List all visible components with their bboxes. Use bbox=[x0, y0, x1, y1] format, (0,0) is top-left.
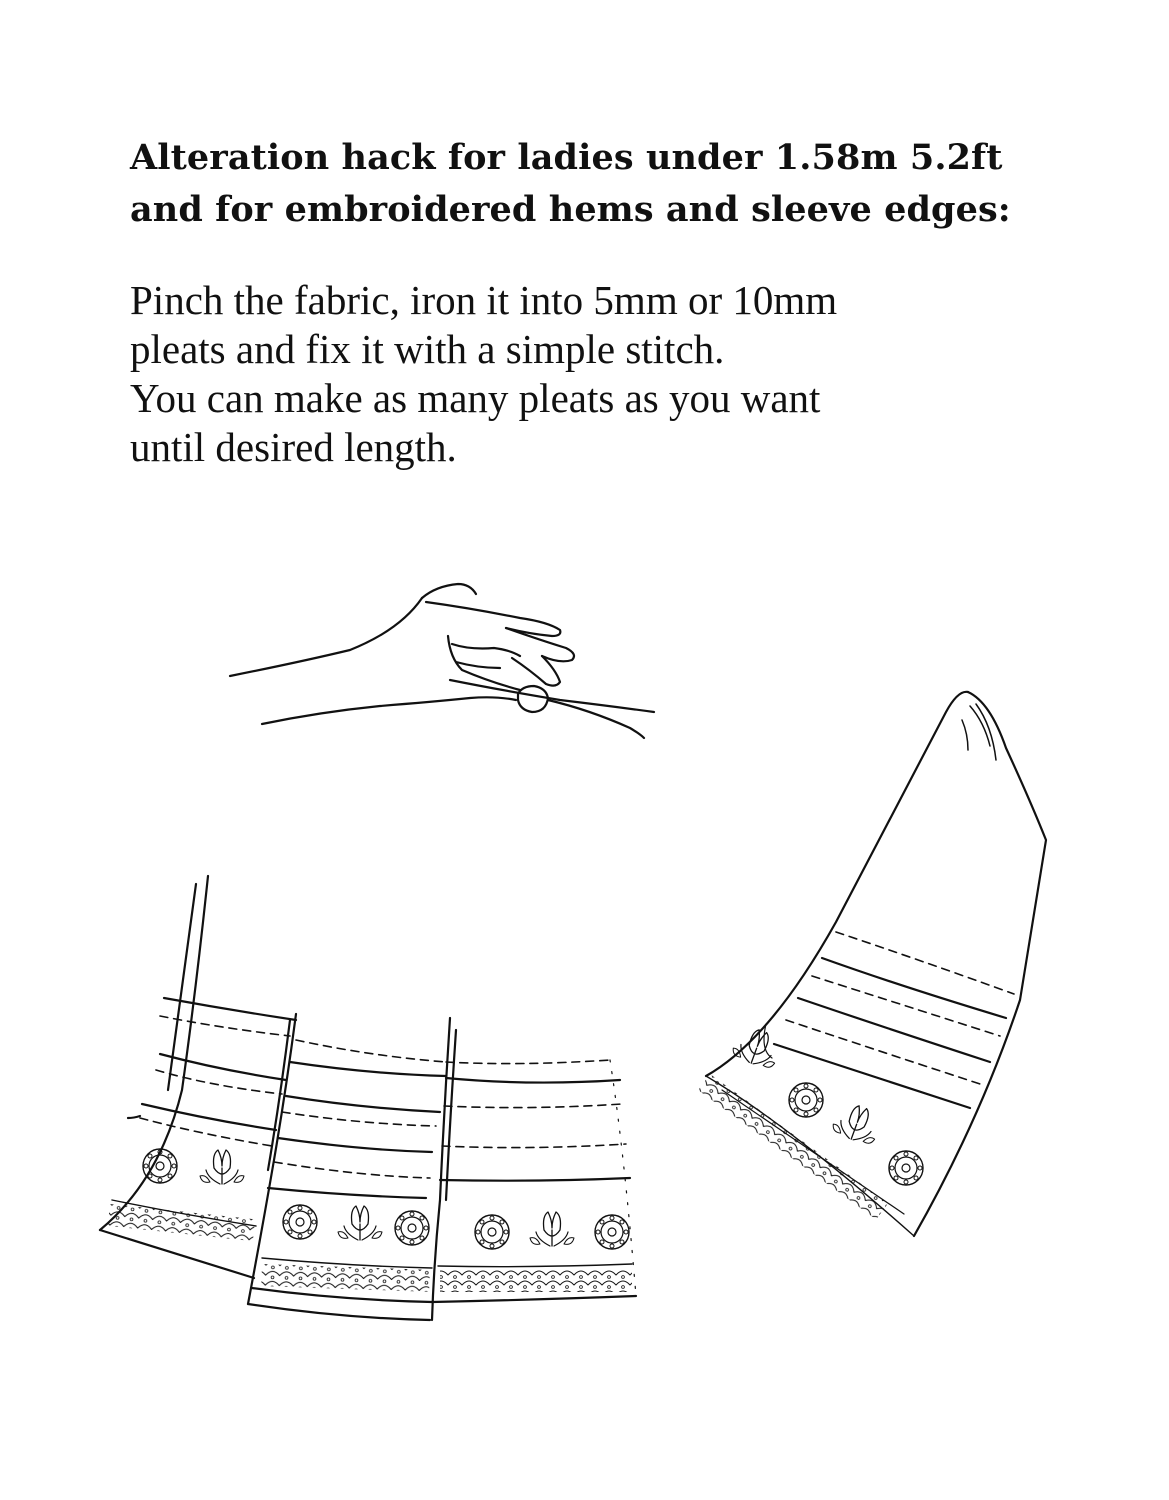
skirt-illustration bbox=[100, 876, 636, 1320]
instructions-line-2: pleats and fix it with a simple stitch. bbox=[130, 326, 725, 372]
page-heading bbox=[130, 132, 1090, 236]
instructions-line-3: You can make as many pleats as you want bbox=[130, 375, 821, 421]
heading-line-1: Alteration hack for ladies under 1.58m 5.2ft bbox=[130, 137, 1003, 178]
instructions-text bbox=[130, 276, 1090, 472]
instructions-line-4: until desired length. bbox=[130, 424, 457, 470]
heading-line-2: and for embroidered hems and sleeve edges: bbox=[130, 189, 1011, 230]
instructions-line-1: Pinch the fabric, iron it into 5mm or 10mm bbox=[130, 277, 838, 323]
sewing-illustration bbox=[0, 540, 1169, 1360]
hand-illustration bbox=[230, 584, 654, 738]
sleeve-illustration bbox=[698, 692, 1046, 1236]
